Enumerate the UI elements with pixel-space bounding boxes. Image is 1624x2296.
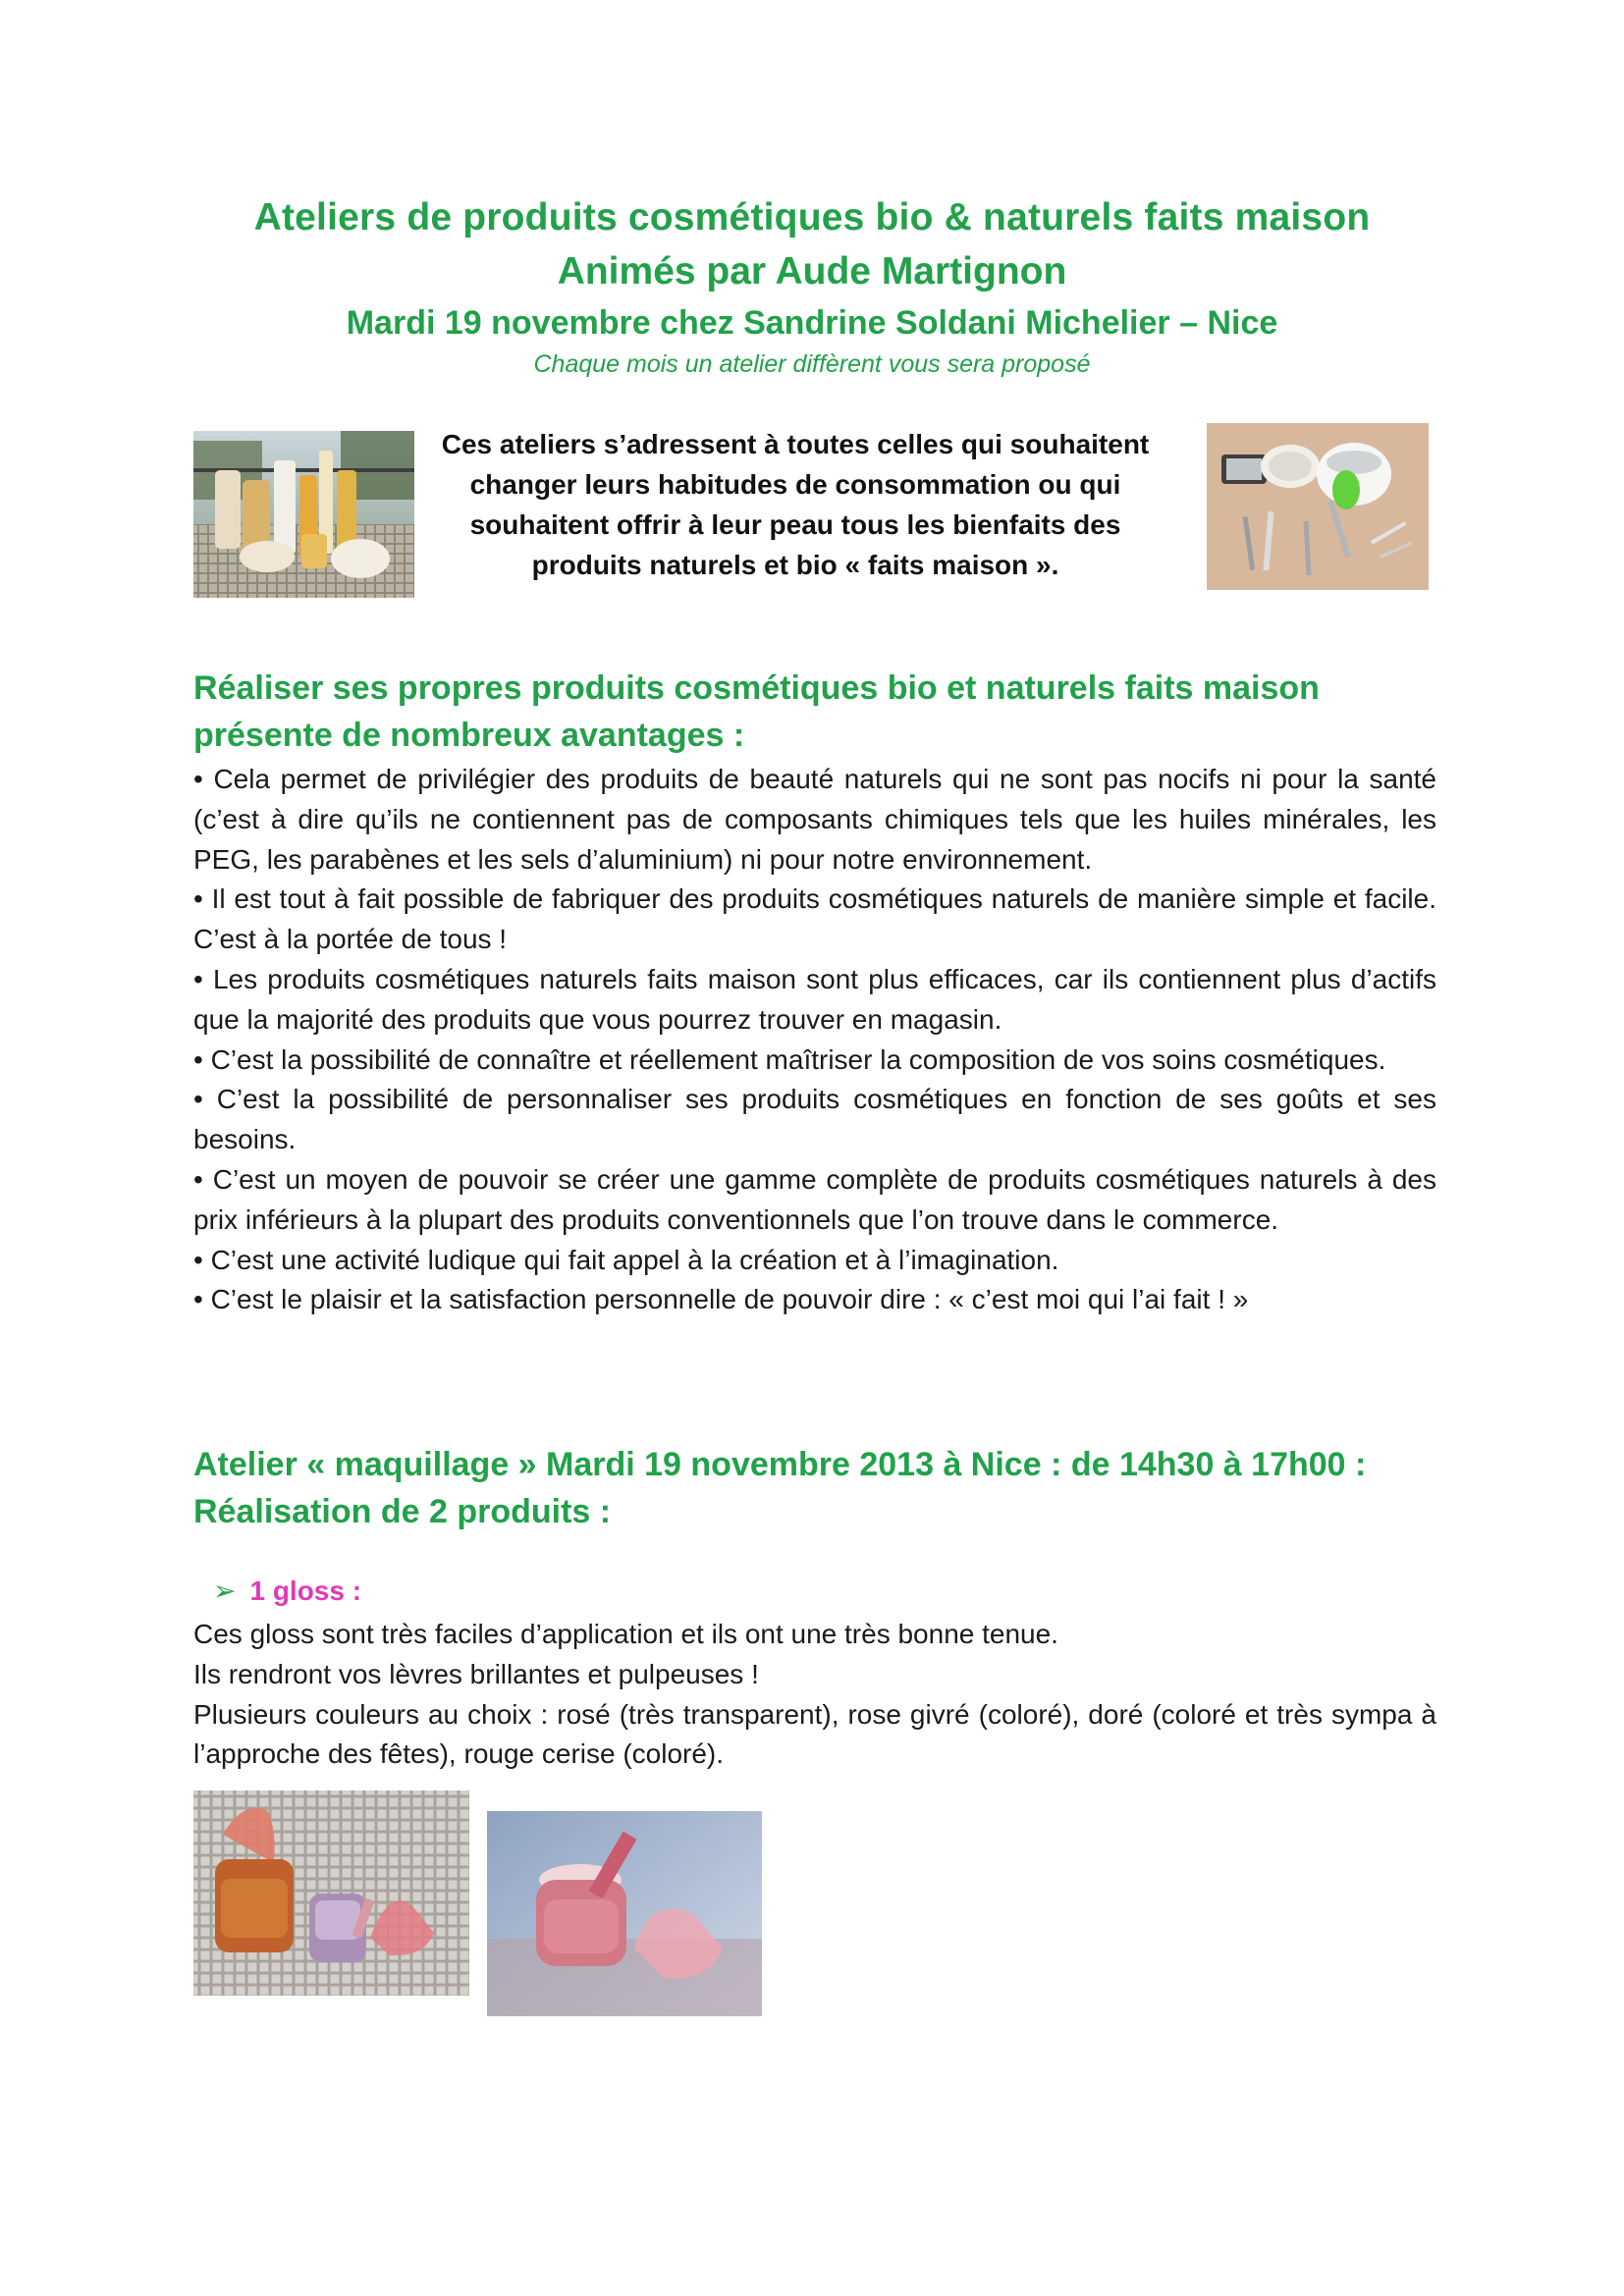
photo-cosmetic-bottles bbox=[193, 431, 414, 598]
advantage-item: • Cela permet de privilégier des produits de beauté naturels qui ne sont pas nocifs ni pour la santé (c’est à dire qu’ils ne contiennent pas de composants chimiques tels que les huiles minérales, les PEG, les parabènes et les sels d’aluminium) ni pour notre environnement. bbox=[193, 764, 1436, 875]
advantages-heading bbox=[193, 665, 1440, 759]
workshop-heading-line2: Réalisation de 2 produits : bbox=[193, 1493, 612, 1530]
gloss-bullet bbox=[213, 1575, 361, 1607]
photo-gloss-jar bbox=[487, 1811, 762, 2016]
advantage-item: • C’est une activité ludique qui fait appel à la création et à l’imagination. bbox=[193, 1244, 1059, 1275]
gloss-line: Ils rendront vos lèvres brillantes et pulpeuses ! bbox=[193, 1658, 759, 1689]
photo-cosmetic-utensils bbox=[1207, 423, 1429, 590]
advantage-item: • C’est le plaisir et la satisfaction personnelle de pouvoir dire : « c’est moi qui l’ai fait ! » bbox=[193, 1284, 1249, 1315]
arrow-bullet-icon: ➢ bbox=[213, 1575, 237, 1606]
workshop-heading bbox=[193, 1441, 1440, 1535]
workshop-heading-line1: Atelier « maquillage » Mardi 19 novembre 2013 à Nice : de 14h30 à 17h00 : bbox=[193, 1446, 1367, 1483]
gloss-description bbox=[193, 1615, 1436, 1775]
advantages-heading-line1: Réaliser ses propres produits cosmétiques bio et naturels faits maison bbox=[193, 669, 1320, 707]
advantage-item: • C’est la possibilité de personnaliser ses produits cosmétiques en fonction de ses goûts et ses besoins. bbox=[193, 1084, 1436, 1155]
intro-text: Ces ateliers s’adressent à toutes celles qui souhaitent changer leurs habitudes de consommation ou qui souhaitent offrir à leur peau tous les bienfaits des produits naturels et bio « faits maison ». bbox=[441, 429, 1150, 580]
gloss-label: 1 gloss : bbox=[249, 1575, 362, 1606]
date-line: Mardi 19 novembre chez Sandrine Soldani Michelier – Nice bbox=[346, 304, 1278, 342]
advantage-item: • C’est la possibilité de connaître et réellement maîtriser la composition de vos soins cosmétiques. bbox=[193, 1043, 1386, 1075]
page-subtitle: Animés par Aude Martignon bbox=[557, 250, 1067, 293]
tagline: Chaque mois un atelier diffèrent vous sera proposé bbox=[533, 350, 1091, 378]
advantage-item: • Les produits cosmétiques naturels faits maison sont plus efficaces, car ils contiennent plus d’actifs que la majorité des produits que vous pourrez trouver en magasin. bbox=[193, 963, 1436, 1035]
gloss-line: Ces gloss sont très faciles d’application et ils ont une très bonne tenue. bbox=[193, 1619, 1058, 1649]
photo-gloss-bottles bbox=[193, 1790, 469, 1996]
advantages-heading-line2: présente de nombreux avantages : bbox=[193, 717, 745, 754]
advantages-list bbox=[193, 760, 1436, 1320]
page-title: Ateliers de produits cosmétiques bio & naturels faits maison bbox=[253, 196, 1371, 239]
gloss-line: Plusieurs couleurs au choix : rosé (très transparent), rose givré (coloré), doré (coloré et très sympa à l’approche des fêtes), rouge cerise (coloré). bbox=[193, 1698, 1436, 1770]
advantage-item: • Il est tout à fait possible de fabriquer des produits cosmétiques naturels de manière simple et facile. C’est à la portée de tous ! bbox=[193, 883, 1436, 955]
advantage-item: • C’est un moyen de pouvoir se créer une gamme complète de produits cosmétiques naturels à des prix inférieurs à la plupart des produits conventionnels que l’on trouve dans le commerce. bbox=[193, 1163, 1436, 1235]
